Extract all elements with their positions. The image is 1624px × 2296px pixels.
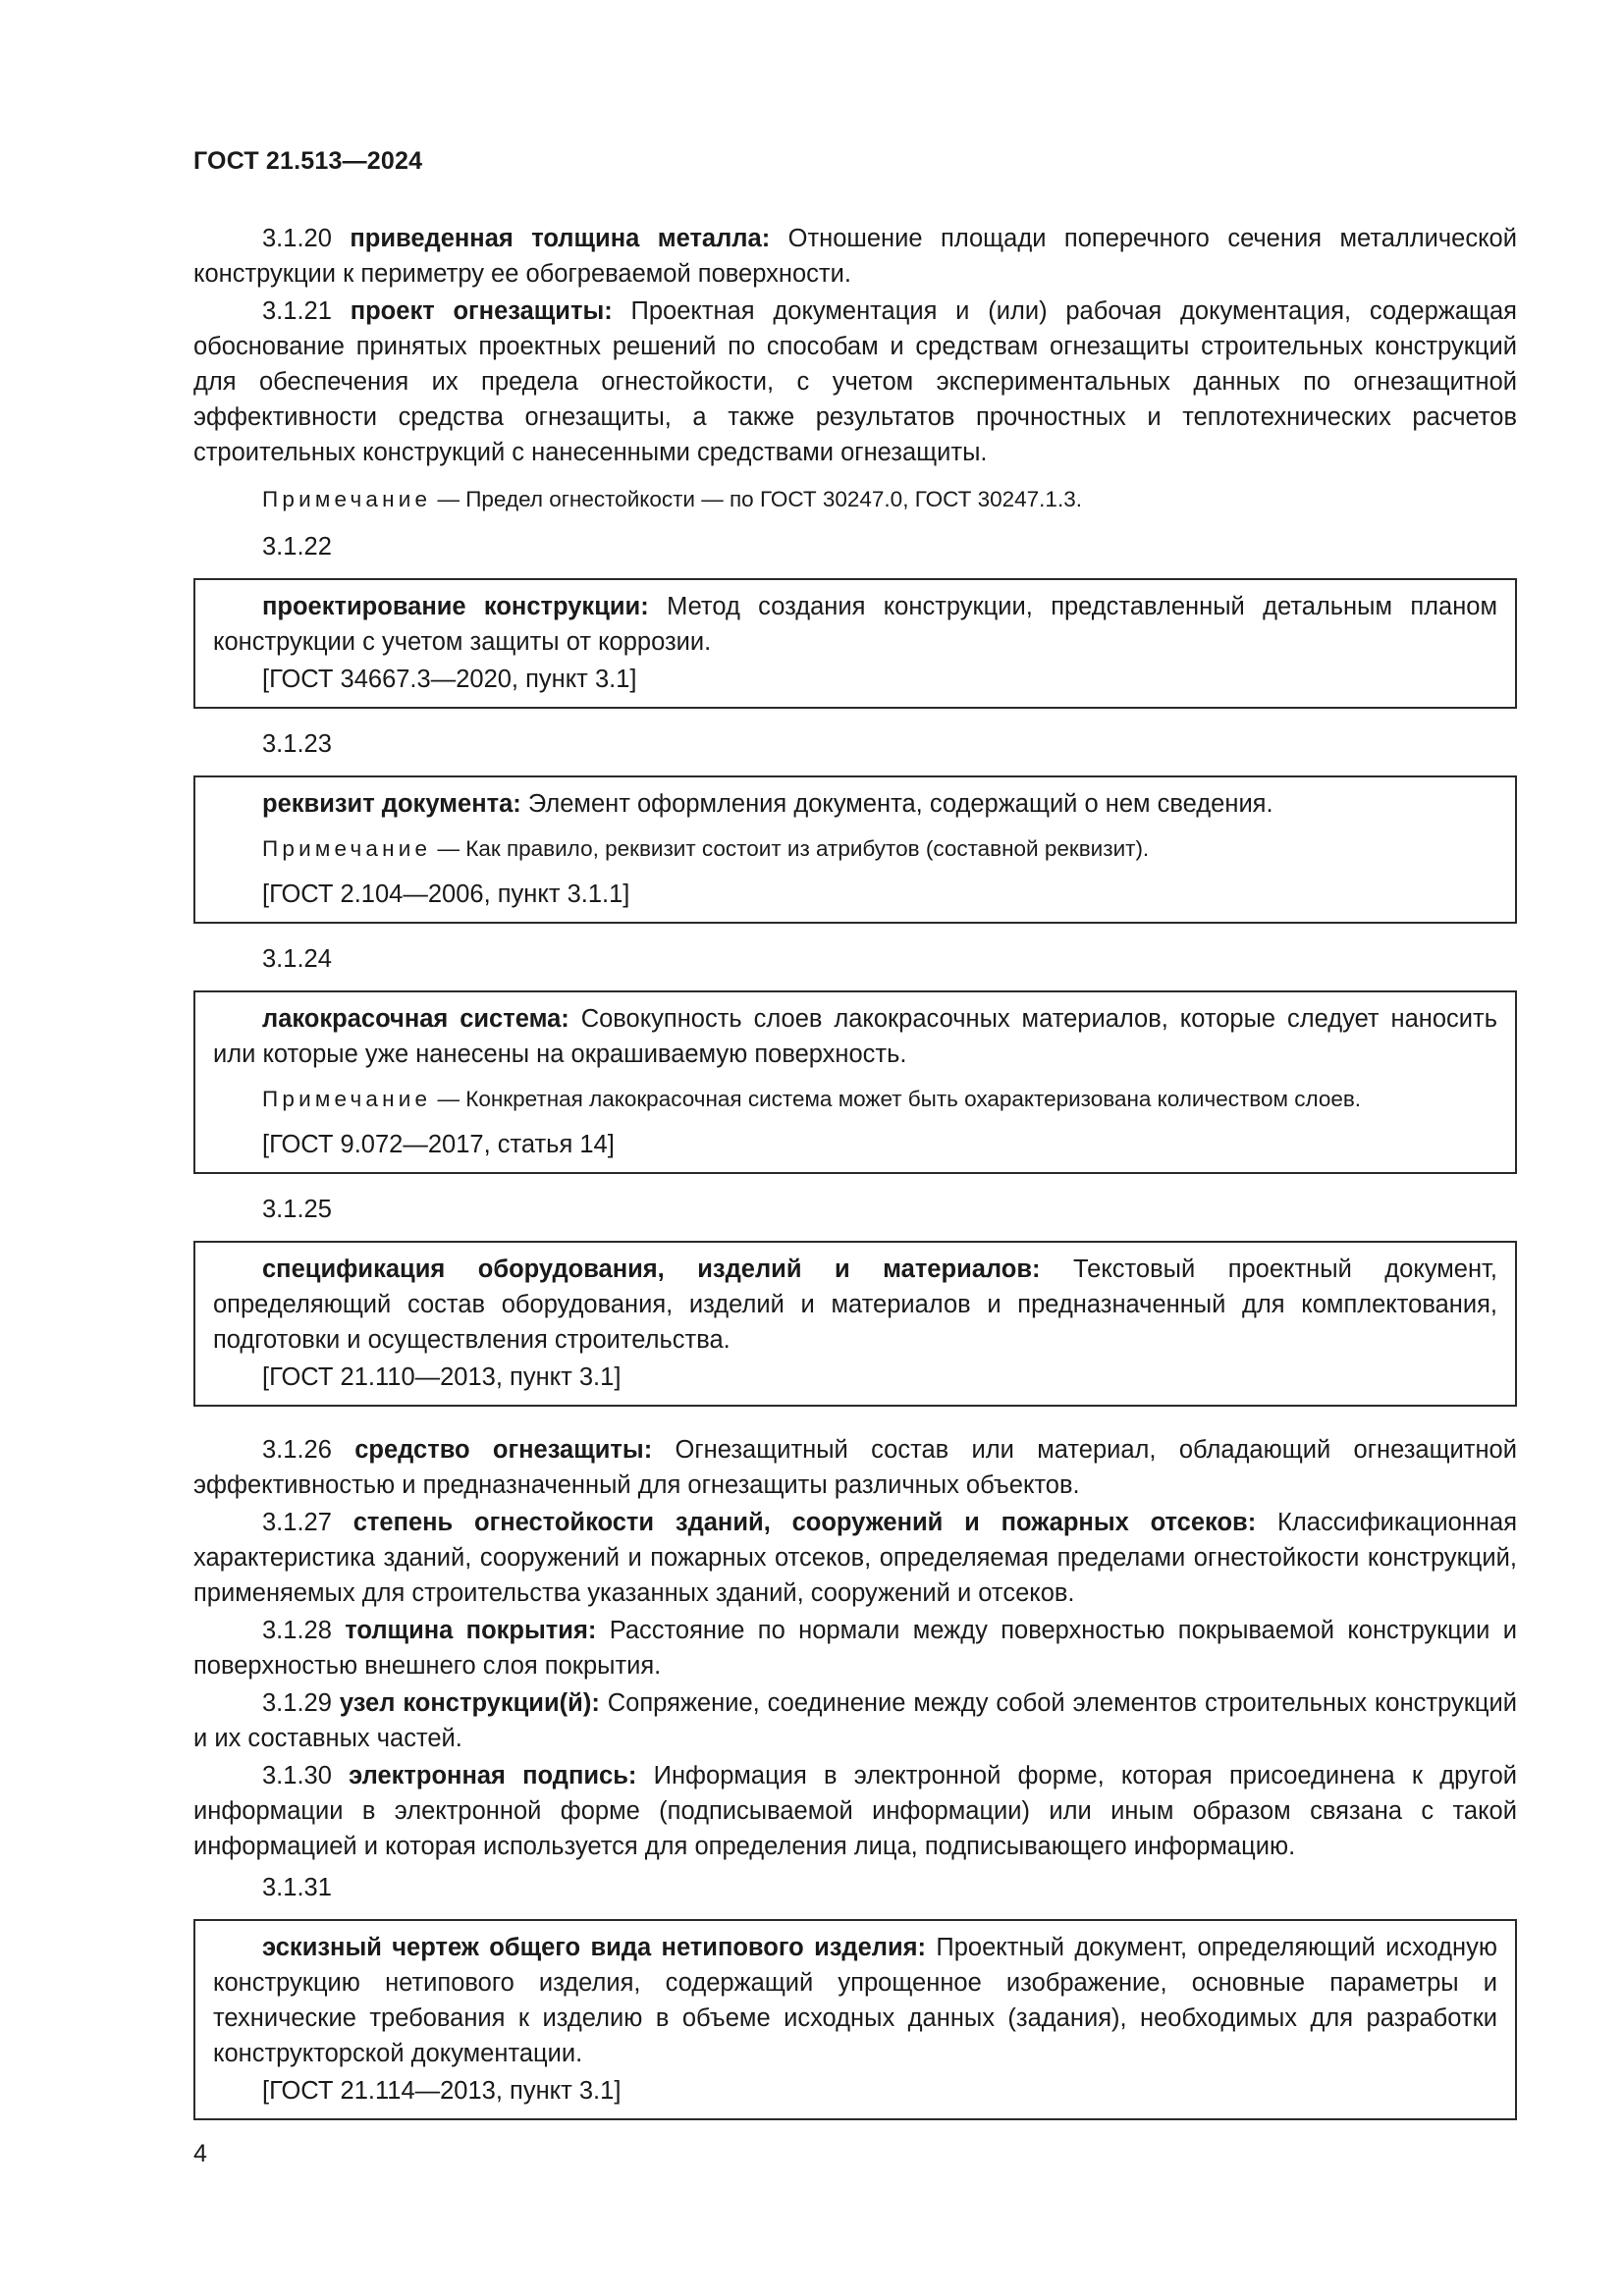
term-3-1-21 [193,294,1517,470]
term-title: приведенная толщина металла: [350,225,771,252]
note-label: Примечание [262,487,432,511]
terms-content [193,221,1517,2138]
term-title: узел конструкции(й): [339,1689,600,1717]
page-number: 4 [193,2140,207,2167]
term-number: 3.1.30 [262,1762,332,1789]
term-definition: Сопряжение, соединение между собой элементов строительных конструкций и их составных частей. [193,1689,1518,1752]
note-text: — Как правило, реквизит состоит из атрибутов (составной реквизит). [431,836,1150,861]
term-3-1-20 [193,221,1517,292]
term-source: [ГОСТ 34667.3—2020, пункт 3.1] [262,666,637,693]
term-definition: Отношение площади поперечного сечения металлической конструкции к периметру ее обогреваемой поверхности. [193,225,1517,288]
note-label: Примечание [262,1087,432,1111]
term-title: лакокрасочная система: [262,1005,569,1033]
term-source: [ГОСТ 21.114—2013, пункт 3.1] [262,2077,622,2105]
note-text: — Конкретная лакокрасочная система может быть охарактеризована количеством слоев. [431,1087,1362,1111]
note-label: Примечание [262,836,432,861]
term-box-3-1-31 [193,1919,1517,2120]
term-3-1-31 [213,1930,1497,2071]
term-number: 3.1.27 [262,1509,332,1536]
term-number: 3.1.20 [262,225,332,252]
term-title: средство огнезащиты: [354,1436,653,1464]
term-definition: Огнезащитный состав или материал, обладающий огнезащитной эффективностью и предназначенный для огнезащиты различных объектов. [193,1436,1517,1499]
term-box-3-1-24 [193,990,1517,1174]
term-3-1-26 [193,1432,1517,1503]
term-definition: Информация в электронной форме, которая присоединена к другой информации в электронной форме (подписываемой информации) или иным образом связана с такой информацией и которая используется для определения лица, подписывающего информацию. [193,1762,1517,1860]
term-number: 3.1.28 [262,1617,332,1644]
term-title: электронная подпись: [349,1762,637,1789]
term-definition: Проектная документация и (или) рабочая документация, содержащая обоснование принятых проектных решений по способам и средствам огнезащиты строительных конструкций для обеспечения их предела огнестойкости, с учетом экспериментальных данных по огнезащитной эффективности средства огнезащиты, а также результатов прочностных и теплотехнических расчетов строительных конструкций с нанесенными средствами огнезащиты. [193,297,1517,466]
term-title: степень огнестойкости зданий, сооружений и пожарных отсеков: [352,1509,1257,1536]
term-number-3-1-23: 3.1.23 [262,730,332,758]
term-box-3-1-23 [193,775,1517,924]
term-definition: Текстовый проектный документ, определяющий состав оборудования, изделий и материалов и предназначенный для комплектования, подготовки и осуществления строительства. [213,1255,1497,1354]
document-code-header: ГОСТ 21.513—2024 [193,147,423,175]
term-3-1-23 [213,786,1497,822]
term-3-1-29 [193,1685,1517,1756]
term-number-3-1-22: 3.1.22 [262,533,332,561]
term-number: 3.1.26 [262,1436,332,1464]
term-source: [ГОСТ 9.072—2017, статья 14] [262,1131,615,1158]
term-number: 3.1.29 [262,1689,332,1717]
term-note [193,484,1517,515]
term-3-1-27 [193,1505,1517,1611]
term-definition: Классификационная характеристика зданий, сооружений и пожарных отсеков, определяемая пределами огнестойкости конструкций, применяемых для строительства указанных зданий, сооружений и отсеков. [193,1509,1517,1607]
term-box-3-1-22 [193,578,1517,709]
term-number-3-1-25: 3.1.25 [262,1196,332,1223]
term-note [213,833,1497,865]
term-3-1-22 [213,589,1497,660]
term-number-3-1-24: 3.1.24 [262,945,332,973]
term-source: [ГОСТ 2.104—2006, пункт 3.1.1] [262,881,630,908]
term-definition: Совокупность слоев лакокрасочных материалов, которые следует наносить или которые уже нанесены на окрашиваемую поверхность. [213,1005,1497,1068]
term-note [213,1084,1497,1115]
term-title: эскизный чертеж общего вида нетипового изделия: [262,1934,927,1961]
term-title: проектирование конструкции: [262,593,649,620]
term-definition: Проектный документ, определяющий исходную конструкцию нетипового изделия, содержащий упрощенное изображение, основные параметры и технические требования к изделию в объеме исходных данных (задания), необходимых для разработки конструкторской документации. [213,1934,1497,2067]
term-3-1-28 [193,1613,1517,1683]
term-title: реквизит документа: [262,790,521,818]
term-definition: Расстояние по нормали между поверхностью покрываемой конструкции и поверхностью внешнего слоя покрытия. [193,1617,1517,1680]
term-3-1-25 [213,1252,1497,1358]
term-number-3-1-31: 3.1.31 [262,1874,332,1901]
term-source: [ГОСТ 21.110—2013, пункт 3.1] [262,1363,622,1391]
term-title: спецификация оборудования, изделий и материалов: [262,1255,1041,1283]
term-number: 3.1.21 [262,297,332,325]
term-box-3-1-25 [193,1241,1517,1407]
term-title: проект огнезащиты: [350,297,613,325]
term-3-1-30 [193,1758,1517,1864]
note-text: — Предел огнестойкости — по ГОСТ 30247.0, ГОСТ 30247.1.3. [431,487,1082,511]
term-definition: Элемент оформления документа, содержащий о нем сведения. [527,790,1273,818]
term-definition: Метод создания конструкции, представленный детальным планом конструкции с учетом защиты от коррозии. [213,593,1497,656]
term-3-1-24 [213,1001,1497,1072]
term-title: толщина покрытия: [345,1617,597,1644]
